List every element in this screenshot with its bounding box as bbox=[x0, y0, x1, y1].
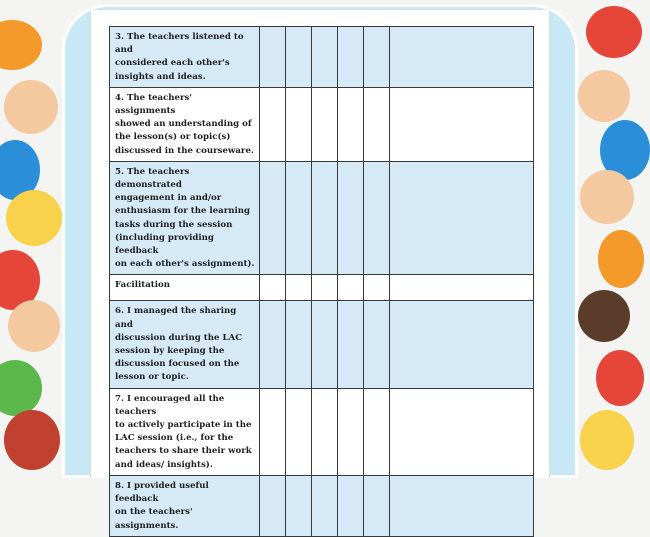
kid-face-left-2 bbox=[4, 80, 58, 134]
remarks-cell[interactable] bbox=[390, 275, 534, 301]
rating-cell[interactable] bbox=[338, 388, 364, 475]
rating-cell[interactable] bbox=[312, 275, 338, 301]
remarks-cell[interactable] bbox=[390, 87, 534, 161]
kid-shirt-left-3 bbox=[0, 360, 42, 416]
rating-cell[interactable] bbox=[312, 475, 338, 536]
remarks-cell[interactable] bbox=[390, 27, 534, 88]
rating-cell[interactable] bbox=[286, 275, 312, 301]
kid-face-right-4 bbox=[578, 290, 630, 342]
evaluation-table bbox=[109, 26, 534, 537]
rating-cell[interactable] bbox=[312, 161, 338, 275]
table-row bbox=[110, 301, 534, 388]
remarks-cell[interactable] bbox=[390, 161, 534, 275]
section-row bbox=[110, 275, 534, 301]
kid-shirt-right-2 bbox=[598, 230, 644, 288]
rating-cell[interactable] bbox=[312, 388, 338, 475]
kid-face-right-1 bbox=[586, 6, 642, 58]
rating-cell[interactable] bbox=[286, 475, 312, 536]
rating-cell[interactable] bbox=[338, 301, 364, 388]
remarks-cell[interactable] bbox=[390, 388, 534, 475]
kid-face-left-3 bbox=[6, 190, 62, 246]
remarks-cell[interactable] bbox=[390, 475, 534, 536]
rating-cell[interactable] bbox=[364, 388, 390, 475]
table-row bbox=[110, 27, 534, 88]
rating-cell[interactable] bbox=[286, 27, 312, 88]
rating-cell[interactable] bbox=[260, 87, 286, 161]
kid-face-left-4 bbox=[8, 300, 60, 352]
rating-cell[interactable] bbox=[286, 87, 312, 161]
kid-face-right-5 bbox=[580, 410, 634, 470]
rating-cell[interactable] bbox=[260, 475, 286, 536]
rating-cell[interactable] bbox=[260, 301, 286, 388]
criterion-text: 6. I managed the sharing and discussion during the LAC session by keeping the discussion focused on the lesson or topic. bbox=[110, 301, 260, 388]
kid-face-left-1 bbox=[0, 20, 42, 70]
rating-cell[interactable] bbox=[260, 275, 286, 301]
rating-cell[interactable] bbox=[364, 275, 390, 301]
criterion-text: 3. The teachers listened to and considered each other's insights and ideas. bbox=[110, 27, 260, 88]
rating-cell[interactable] bbox=[364, 27, 390, 88]
kid-shirt-right-3 bbox=[596, 350, 644, 406]
criterion-text: 4. The teachers' assignments showed an understanding of the lesson(s) or topic(s) discussed in the courseware. bbox=[110, 87, 260, 161]
criterion-text: 5. The teachers demonstrated engagement in and/or enthusiasm for the learning tasks during the session (including providing feedback on each other's assignment). bbox=[110, 161, 260, 275]
criterion-text: 7. I encouraged all the teachers to actively participate in the LAC session (i.e., for the teachers to share their work and ideas/ insights). bbox=[110, 388, 260, 475]
rating-cell[interactable] bbox=[338, 275, 364, 301]
rating-cell[interactable] bbox=[286, 388, 312, 475]
document-page bbox=[90, 10, 550, 531]
criterion-text: 8. I provided useful feedback on the teachers' assignments. bbox=[110, 475, 260, 536]
kid-face-right-2 bbox=[578, 70, 630, 122]
table-row bbox=[110, 87, 534, 161]
table-row bbox=[110, 161, 534, 275]
table-row bbox=[110, 475, 534, 536]
rating-cell[interactable] bbox=[312, 87, 338, 161]
rating-cell[interactable] bbox=[364, 475, 390, 536]
rating-cell[interactable] bbox=[364, 87, 390, 161]
rating-cell[interactable] bbox=[312, 27, 338, 88]
rating-cell[interactable] bbox=[364, 301, 390, 388]
rating-cell[interactable] bbox=[286, 161, 312, 275]
rating-cell[interactable] bbox=[338, 161, 364, 275]
kid-face-left-5 bbox=[4, 410, 60, 470]
table-row bbox=[110, 388, 534, 475]
rating-cell[interactable] bbox=[260, 27, 286, 88]
rating-cell[interactable] bbox=[364, 161, 390, 275]
rating-cell[interactable] bbox=[286, 301, 312, 388]
rating-cell[interactable] bbox=[312, 301, 338, 388]
rating-cell[interactable] bbox=[338, 27, 364, 88]
kid-face-right-3 bbox=[580, 170, 634, 224]
rating-cell[interactable] bbox=[338, 475, 364, 536]
section-heading: Facilitation bbox=[110, 275, 260, 301]
rating-cell[interactable] bbox=[338, 87, 364, 161]
rating-cell[interactable] bbox=[260, 388, 286, 475]
remarks-cell[interactable] bbox=[390, 301, 534, 388]
rating-cell[interactable] bbox=[260, 161, 286, 275]
